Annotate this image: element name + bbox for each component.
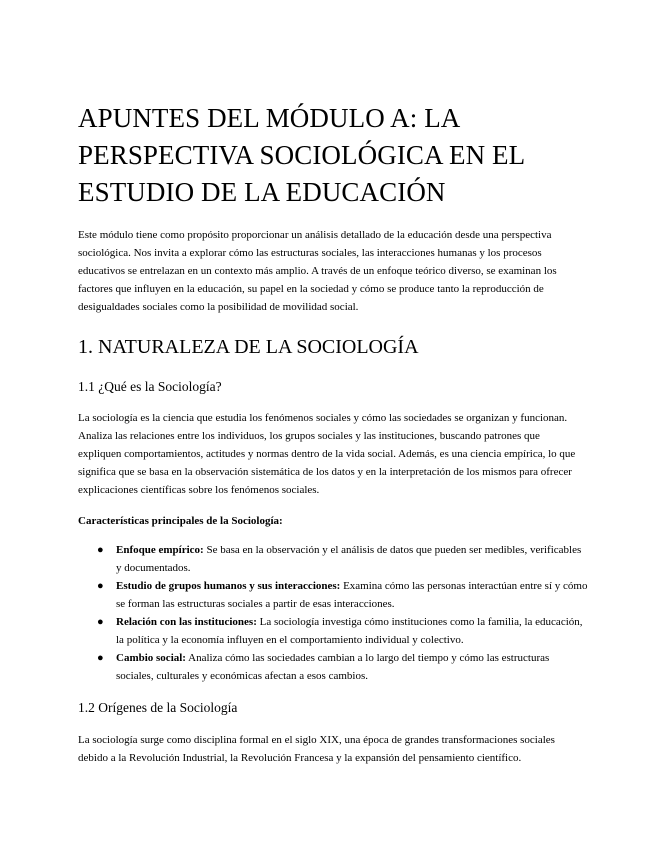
- features-heading: Características principales de la Sociología:: [78, 515, 283, 527]
- list-item-term: Enfoque empírico:: [116, 544, 204, 556]
- intro-paragraph: Este módulo tiene como propósito proporcionar un análisis detallado de la educación desde una perspectiva sociológica. Nos invita a explorar cómo las estructuras sociales, las interacciones humanas y los procesos educativos se entrelazan en un contexto más amplio. A través de un enfoque teórico diverso, se examinan los factores que influyen en la educación, su papel en la sociedad y cómo se produce tanto la reproducción de desigualdades sociales como la posibilidad de movilidad social.: [78, 229, 557, 313]
- list-item: [78, 649, 588, 685]
- document-title: APUNTES DEL MÓDULO A: LA PERSPECTIVA SOCIOLÓGICA EN EL ESTUDIO DE LA EDUCACIÓN: [78, 103, 525, 207]
- list-item: [78, 541, 588, 577]
- subsection-heading: 1.1 ¿Qué es la Sociología?: [78, 379, 222, 394]
- subsection-paragraph: La sociología surge como disciplina formal en el siglo XIX, una época de grandes transformaciones sociales debido a la Revolución Industrial, la Revolución Francesa y la expansión del pensamiento científico.: [78, 734, 555, 764]
- features-list: [78, 541, 588, 685]
- list-item-term: Relación con las instituciones:: [116, 616, 257, 628]
- list-item-term: Cambio social:: [116, 652, 186, 664]
- subsection-heading: 1.2 Orígenes de la Sociología: [78, 700, 238, 715]
- list-item-term: Estudio de grupos humanos y sus interacciones:: [116, 580, 341, 592]
- subsection-paragraph: La sociología es la ciencia que estudia los fenómenos sociales y cómo las sociedades se organizan y funcionan. Analiza las relaciones entre los individuos, los grupos sociales y las instituciones, buscando patrones que expliquen comportamientos, actitudes y normas dentro de la vida social. Además, es una ciencia empírica, lo que significa que se basa en la observación sistemática de los datos y en la interpretación de los mismos para ofrecer explicaciones científicas sobre los fenómenos sociales.: [78, 412, 576, 496]
- bullet-icon: ●: [97, 544, 104, 556]
- bullet-icon: ●: [97, 616, 104, 628]
- list-item-text: Examina cómo las personas interactúan entre sí y cómo se forman las estructuras sociales a partir de esas interacciones.: [116, 580, 588, 610]
- list-item-text: La sociología investiga cómo instituciones como la familia, la educación, la política y la economía influyen en el comportamiento individual y colectivo.: [116, 616, 583, 646]
- bullet-icon: ●: [97, 652, 104, 664]
- list-item-text: Analiza cómo las sociedades cambian a lo largo del tiempo y cómo las estructuras sociales, culturales y económicas afectan a esos cambios.: [116, 652, 550, 682]
- list-item: [78, 613, 588, 649]
- section-heading: 1. NATURALEZA DE LA SOCIOLOGÍA: [78, 336, 419, 358]
- bullet-icon: ●: [97, 580, 104, 592]
- list-item-text: Se basa en la observación y el análisis de datos que pueden ser medibles, verificables y documentados.: [116, 544, 582, 574]
- list-item: [78, 577, 588, 613]
